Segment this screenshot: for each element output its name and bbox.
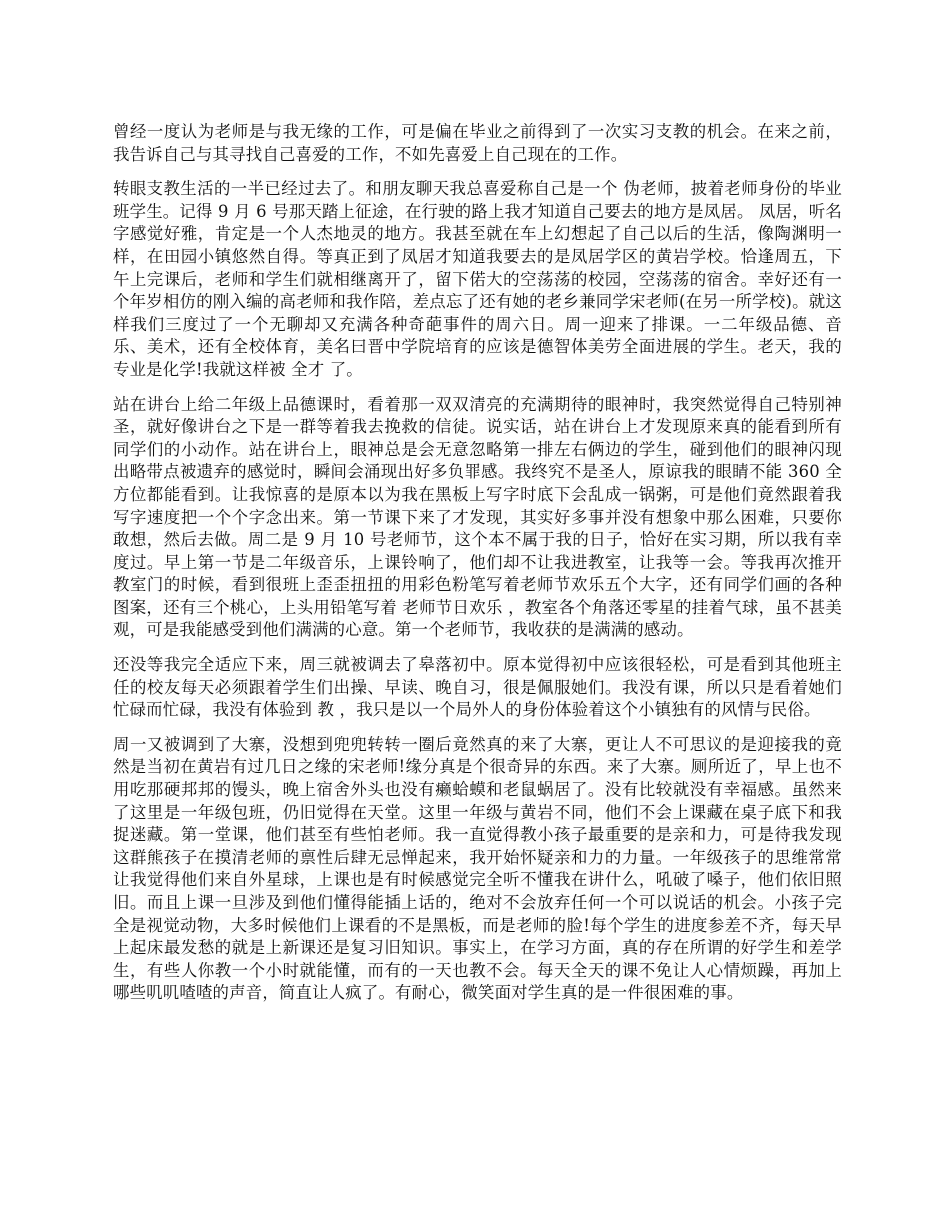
paragraph-4: 还没等我完全适应下来，周三就被调去了皋落初中。原本觉得初中应该很轻松，可是看到其他班主任的校友每天必须跟着学生们出操、早读、晚自习，很是佩服她们。我没有课，所以只是看着她们忙碌而忙碌，我没有体验到 教 ，我只是以一个局外人的身份体验着这个小镇独有的风情与民俗。	[113, 655, 842, 720]
paragraph-5: 周一又被调到了大寨，没想到兜兜转转一圈后竟然真的来了大寨，更让人不可思议的是迎接我的竟然是当初在黄岩有过几日之缘的宋老师!缘分真是个很奇异的东西。来了大寨。厕所近了，早上也不用吃那硬邦邦的馒头，晚上宿舍外头也没有癞蛤蟆和老鼠蜗居了。没有比较就没有幸福感。虽然来了这里是一年级包班，仍旧觉得在天堂。这里一年级与黄岩不同，他们不会上课藏在桌子底下和我捉迷藏。第一堂课，他们甚至有些怕老师。我一直觉得教小孩子最重要的是亲和力，可是待我发现这群熊孩子在摸清老师的禀性后肆无忌惮起来，我开始怀疑亲和力的力量。一年级孩子的思维常常让我觉得他们来自外星球，上课也是有时候感觉完全听不懂我在讲什么，吼破了嗓子，他们依旧照旧。而且上课一旦涉及到他们懂得能插上话的，绝对不会放弃任何一个可以说话的机会。小孩子完全是视觉动物，大多时候他们上课看的不是黑板，而是老师的脸!每个学生的进度参差不齐，每天早上起床最发愁的就是上新课还是复习旧知识。事实上，在学习方面，真的存在所谓的好学生和差学生，有些人你教一个小时就能懂，而有的一天也教不会。每天全天的课不免让人心情烦躁，再加上哪些叽叽喳喳的声音，简直让人疯了。有耐心，微笑面对学生真的是一件很困难的事。	[113, 734, 842, 1003]
paragraph-1: 曾经一度认为老师是与我无缘的工作，可是偏在毕业之前得到了一次实习支教的机会。在来之前，我告诉自己与其寻找自己喜爱的工作，不如先喜爱上自己现在的工作。	[113, 122, 842, 164]
document-body	[113, 121, 842, 1017]
paragraph-2: 转眼支教生活的一半已经过去了。和朋友聊天我总喜爱称自己是一个 伪老师，披着老师身份的毕业班学生。记得 9 月 6 号那天踏上征途，在行驶的路上我才知道自己要去的地方是凤居。 凤居，听名字感觉好雅，肯定是一个人杰地灵的地方。我甚至就在车上幻想起了自己以后的生活，像陶渊明一样，在田园小镇悠然自得。等真正到了凤居才知道我要去的是凤居学区的黄岩学校。恰逢周五，下午上完课后，老师和学生们就相继离开了，留下偌大的空荡荡的校园，空荡荡的宿舍。幸好还有一个年岁相仿的刚入编的高老师和我作陪，差点忘了还有她的老乡兼同学宋老师(在另一所学校)。就这样我们三度过了一个无聊却又充满各种奇葩事件的周六日。周一迎来了排课。一二年级品德、音乐、美术，还有全校体育，美名曰晋中学院培育的应该是德智体美劳全面进展的学生。老天，我的专业是化学!我就这样被 全才 了。	[113, 179, 842, 379]
paragraph-3: 站在讲台上给二年级上品德课时，看着那一双双清亮的充满期待的眼神时，我突然觉得自己特别神圣，就好像讲台之下是一群等着我去挽救的信徒。说实话，站在讲台上才发现原来真的能看到所有同学们的小动作。站在讲台上，眼神总是会无意忽略第一排左右俩边的学生，碰到他们的眼神闪现出略带点被遗弃的感觉时，瞬间会涌现出好多负罪感。我终究不是圣人，原谅我的眼睛不能 360 全方位都能看到。让我惊喜的是原本以为我在黑板上写字时底下会乱成一锅粥，可是他们竟然跟着我写字速度把一个个字念出来。第一节课下来了才发现，其实好多事并没有想象中那么困难，只要你敢想，然后去做。周二是 9 月 10 号老师节，这个本不属于我的日子，恰好在实习期，所以我有幸度过。早上第一节是二年级音乐，上课铃响了，他们却不让我进教室，让我等一会。等我再次推开教室门的时候，看到很班上歪歪扭扭的用彩色粉笔写着老师节欢乐五个大字，还有同学们画的各种图案，还有三个桃心，上头用铅笔写着 老师节日欢乐 ，教室各个角落还零星的挂着气球，虽不甚美观，可是我能感受到他们满满的心意。第一个老师节，我收获的是满满的感动。	[113, 394, 842, 640]
